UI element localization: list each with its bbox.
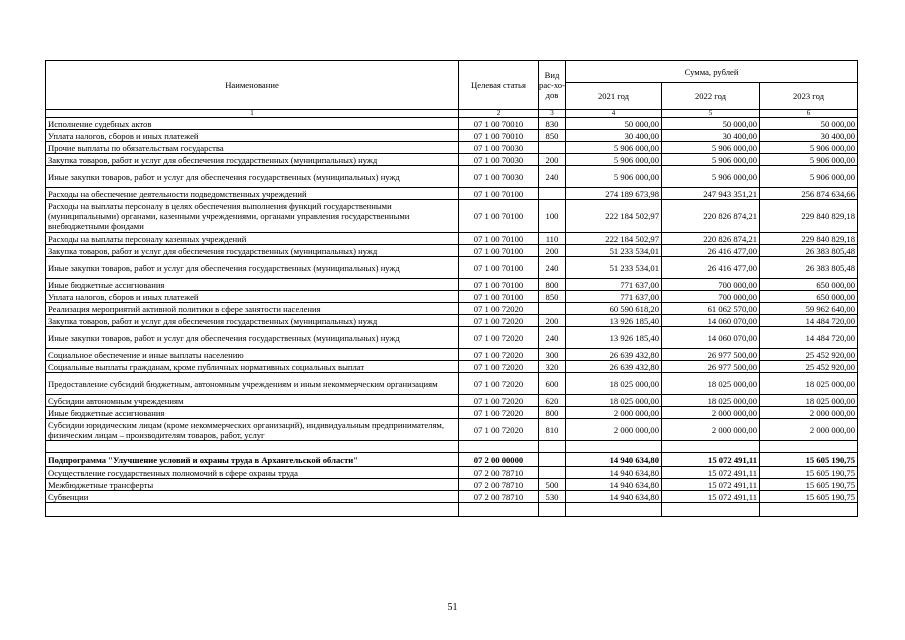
row-name: Исполнение судебных актов (46, 118, 459, 130)
row-expense-type: 200 (539, 154, 566, 166)
row-target-code: 07 1 00 70010 (459, 118, 539, 130)
row-target-code: 07 1 00 70030 (459, 154, 539, 166)
row-name: Закупка товаров, работ и услуг для обеспечения государственных (муниципальных) нужд (46, 315, 459, 327)
row-name (46, 441, 459, 453)
row-sum-2021: 26 639 432,80 (566, 361, 662, 373)
row-sum-2023: 14 484 720,00 (760, 327, 858, 349)
row-target-code: 07 1 00 72020 (459, 373, 539, 395)
row-sum-2022: 61 062 570,00 (662, 303, 760, 315)
row-expense-type: 240 (539, 257, 566, 279)
row-sum-2021: 14 940 634,80 (566, 467, 662, 479)
row-sum-2023: 25 452 920,00 (760, 349, 858, 361)
row-target-code: 07 1 00 72020 (459, 407, 539, 419)
column-index: 3 (539, 110, 566, 118)
row-sum-2023: 2 000 000,00 (760, 407, 858, 419)
header-sum: Сумма, рублей (566, 61, 858, 83)
header-2022: 2022 год (662, 83, 760, 110)
row-sum-2022: 2 000 000,00 (662, 419, 760, 441)
table-row (46, 349, 858, 361)
row-sum-2021: 771 637,00 (566, 291, 662, 303)
table-row (46, 407, 858, 419)
row-expense-type: 500 (539, 479, 566, 491)
row-sum-2022 (662, 503, 760, 517)
table-row (46, 467, 858, 479)
row-expense-type: 850 (539, 291, 566, 303)
row-target-code: 07 1 00 72020 (459, 361, 539, 373)
row-sum-2023: 50 000,00 (760, 118, 858, 130)
row-sum-2021: 5 906 000,00 (566, 142, 662, 154)
row-expense-type: 110 (539, 233, 566, 245)
row-sum-2022: 220 826 874,21 (662, 200, 760, 233)
header-2023: 2023 год (760, 83, 858, 110)
row-sum-2023: 15 605 190,75 (760, 453, 858, 467)
row-sum-2022: 5 906 000,00 (662, 142, 760, 154)
row-expense-type: 530 (539, 491, 566, 503)
row-sum-2023: 15 605 190,75 (760, 479, 858, 491)
row-expense-type (539, 503, 566, 517)
row-sum-2021 (566, 441, 662, 453)
row-sum-2023: 229 840 829,18 (760, 200, 858, 233)
row-target-code: 07 1 00 70100 (459, 200, 539, 233)
row-expense-type: 240 (539, 166, 566, 188)
row-sum-2023: 59 962 640,00 (760, 303, 858, 315)
row-name: Закупка товаров, работ и услуг для обеспечения государственных (муниципальных) нужд (46, 154, 459, 166)
table-row (46, 419, 858, 441)
header-target: Целевая статья (459, 61, 539, 110)
row-expense-type: 830 (539, 118, 566, 130)
row-name: Закупка товаров, работ и услуг для обеспечения государственных (муниципальных) нужд (46, 245, 459, 257)
row-sum-2022: 18 025 000,00 (662, 373, 760, 395)
row-target-code: 07 1 00 72020 (459, 315, 539, 327)
row-sum-2021: 2 000 000,00 (566, 407, 662, 419)
row-sum-2021: 13 926 185,40 (566, 327, 662, 349)
table-row (46, 315, 858, 327)
row-name: Социальные выплаты гражданам, кроме публичных нормативных социальных выплат (46, 361, 459, 373)
row-sum-2023 (760, 441, 858, 453)
row-name: Расходы на выплаты персоналу казенных учреждений (46, 233, 459, 245)
row-expense-type (539, 453, 566, 467)
row-sum-2022: 15 072 491,11 (662, 467, 760, 479)
row-sum-2022: 2 000 000,00 (662, 407, 760, 419)
row-sum-2023: 14 484 720,00 (760, 315, 858, 327)
row-name: Предоставление субсидий бюджетным, автономным учреждениям и иным некоммерческим организациям (46, 373, 459, 395)
row-target-code: 07 1 00 70100 (459, 279, 539, 291)
table-row-empty (46, 441, 858, 453)
table-row (46, 373, 858, 395)
table-body (46, 110, 858, 517)
table-row-empty (46, 503, 858, 517)
table-row (46, 327, 858, 349)
table-row (46, 130, 858, 142)
row-sum-2022: 15 072 491,11 (662, 453, 760, 467)
row-name: Иные закупки товаров, работ и услуг для обеспечения государственных (муниципальных) нужд (46, 327, 459, 349)
column-index-row (46, 110, 858, 118)
row-target-code: 07 2 00 78710 (459, 467, 539, 479)
row-name: Иные бюджетные ассигнования (46, 407, 459, 419)
row-sum-2021: 222 184 502,97 (566, 233, 662, 245)
row-expense-type: 200 (539, 315, 566, 327)
row-sum-2022: 26 416 477,00 (662, 245, 760, 257)
row-name: Расходы на выплаты персоналу в целях обеспечения выполнения функций государственными (муниципальными) органами, казенными учреждениями, органами управления государственными внебюджетными фондами (46, 200, 459, 233)
row-name: Иные закупки товаров, работ и услуг для обеспечения государственных (муниципальных) нужд (46, 166, 459, 188)
row-expense-type: 800 (539, 407, 566, 419)
row-target-code: 07 2 00 78710 (459, 479, 539, 491)
row-name: Иные бюджетные ассигнования (46, 279, 459, 291)
row-sum-2022: 14 060 070,00 (662, 315, 760, 327)
row-sum-2021: 51 233 534,01 (566, 257, 662, 279)
row-sum-2022: 700 000,00 (662, 279, 760, 291)
row-sum-2023: 650 000,00 (760, 291, 858, 303)
row-name: Прочие выплаты по обязательствам государства (46, 142, 459, 154)
row-name: Субсидии юридическим лицам (кроме некоммерческих организаций), индивидуальным предпринимателям, физическим лицам – производителям товаров, работ, услуг (46, 419, 459, 441)
row-sum-2023: 229 840 829,18 (760, 233, 858, 245)
header-name: Наименование (46, 61, 459, 110)
row-sum-2022: 15 072 491,11 (662, 491, 760, 503)
table-row (46, 142, 858, 154)
table-header (46, 61, 858, 110)
row-name: Межбюджетные трансферты (46, 479, 459, 491)
row-target-code: 07 1 00 72020 (459, 349, 539, 361)
row-target-code: 07 1 00 70100 (459, 291, 539, 303)
row-sum-2021: 51 233 534,01 (566, 245, 662, 257)
row-name: Уплата налогов, сборов и иных платежей (46, 291, 459, 303)
row-sum-2021 (566, 503, 662, 517)
row-expense-type: 320 (539, 361, 566, 373)
row-sum-2021: 14 940 634,80 (566, 453, 662, 467)
row-sum-2023: 18 025 000,00 (760, 373, 858, 395)
page-number: 51 (447, 602, 458, 613)
row-target-code: 07 1 00 72020 (459, 395, 539, 407)
row-expense-type (539, 303, 566, 315)
row-target-code: 07 1 00 70010 (459, 130, 539, 142)
row-expense-type: 800 (539, 279, 566, 291)
row-sum-2022: 5 906 000,00 (662, 154, 760, 166)
row-sum-2021: 771 637,00 (566, 279, 662, 291)
row-sum-2023: 30 400,00 (760, 130, 858, 142)
row-sum-2022: 30 400,00 (662, 130, 760, 142)
column-index: 6 (760, 110, 858, 118)
row-sum-2021: 2 000 000,00 (566, 419, 662, 441)
row-sum-2021: 14 940 634,80 (566, 491, 662, 503)
row-name: Подпрограмма "Улучшение условий и охраны труда в Архангельской области" (46, 453, 459, 467)
row-sum-2021: 18 025 000,00 (566, 373, 662, 395)
table-row (46, 291, 858, 303)
row-target-code: 07 1 00 72020 (459, 303, 539, 315)
row-sum-2022: 18 025 000,00 (662, 395, 760, 407)
table-row (46, 279, 858, 291)
table-row (46, 188, 858, 200)
row-name: Социальное обеспечение и иные выплаты населению (46, 349, 459, 361)
row-target-code: 07 1 00 70100 (459, 245, 539, 257)
table-row (46, 245, 858, 257)
row-target-code: 07 1 00 72020 (459, 327, 539, 349)
table-row (46, 491, 858, 503)
row-expense-type: 200 (539, 245, 566, 257)
row-name: Расходы на обеспечение деятельности подведомственных учреждений (46, 188, 459, 200)
row-name: Реализация мероприятий активной политики в сфере занятости населения (46, 303, 459, 315)
row-expense-type: 850 (539, 130, 566, 142)
row-sum-2022: 14 060 070,00 (662, 327, 760, 349)
row-expense-type: 240 (539, 327, 566, 349)
header-2021: 2021 год (566, 83, 662, 110)
row-sum-2023: 650 000,00 (760, 279, 858, 291)
row-sum-2021: 274 189 673,98 (566, 188, 662, 200)
row-sum-2023: 26 383 805,48 (760, 245, 858, 257)
row-sum-2023: 18 025 000,00 (760, 395, 858, 407)
row-sum-2021: 60 590 618,20 (566, 303, 662, 315)
row-sum-2023: 15 605 190,75 (760, 467, 858, 479)
row-sum-2021: 5 906 000,00 (566, 154, 662, 166)
row-name: Субсидии автономным учреждениям (46, 395, 459, 407)
table-row (46, 395, 858, 407)
row-sum-2022: 26 977 500,00 (662, 349, 760, 361)
table-row (46, 154, 858, 166)
column-index: 4 (566, 110, 662, 118)
row-sum-2022 (662, 441, 760, 453)
budget-table (45, 60, 858, 517)
row-name: Уплата налогов, сборов и иных платежей (46, 130, 459, 142)
row-sum-2021: 26 639 432,80 (566, 349, 662, 361)
row-name: Осуществление государственных полномочий в сфере охраны труда (46, 467, 459, 479)
row-sum-2022: 700 000,00 (662, 291, 760, 303)
row-sum-2022: 247 943 351,21 (662, 188, 760, 200)
row-sum-2022: 26 977 500,00 (662, 361, 760, 373)
row-target-code: 07 1 00 72020 (459, 419, 539, 441)
table-row (46, 479, 858, 491)
row-sum-2023: 5 906 000,00 (760, 166, 858, 188)
row-name (46, 503, 459, 517)
row-sum-2021: 30 400,00 (566, 130, 662, 142)
row-sum-2023: 15 605 190,75 (760, 491, 858, 503)
row-name: Субвенции (46, 491, 459, 503)
row-sum-2023: 5 906 000,00 (760, 142, 858, 154)
column-index: 2 (459, 110, 539, 118)
row-sum-2021: 18 025 000,00 (566, 395, 662, 407)
table-row (46, 200, 858, 233)
column-index: 5 (662, 110, 760, 118)
row-expense-type (539, 188, 566, 200)
row-sum-2021: 14 940 634,80 (566, 479, 662, 491)
table-row (46, 118, 858, 130)
row-expense-type (539, 441, 566, 453)
row-sum-2022: 220 826 874,21 (662, 233, 760, 245)
row-sum-2021: 222 184 502,97 (566, 200, 662, 233)
table-row (46, 453, 858, 467)
row-target-code: 07 2 00 78710 (459, 491, 539, 503)
row-sum-2023: 2 000 000,00 (760, 419, 858, 441)
row-target-code: 07 1 00 70100 (459, 188, 539, 200)
row-target-code: 07 1 00 70030 (459, 166, 539, 188)
row-sum-2023 (760, 503, 858, 517)
row-sum-2022: 26 416 477,00 (662, 257, 760, 279)
row-expense-type: 100 (539, 200, 566, 233)
row-sum-2023: 256 874 634,66 (760, 188, 858, 200)
row-target-code: 07 1 00 70100 (459, 257, 539, 279)
header-vid: Вид рас-хо-дов (539, 61, 566, 110)
row-sum-2022: 5 906 000,00 (662, 166, 760, 188)
row-sum-2023: 5 906 000,00 (760, 154, 858, 166)
row-sum-2022: 50 000,00 (662, 118, 760, 130)
table-row (46, 361, 858, 373)
row-expense-type: 810 (539, 419, 566, 441)
row-target-code: 07 1 00 70030 (459, 142, 539, 154)
table-row (46, 166, 858, 188)
row-expense-type: 600 (539, 373, 566, 395)
row-target-code: 07 2 00 00000 (459, 453, 539, 467)
table-row (46, 303, 858, 315)
column-index: 1 (46, 110, 459, 118)
row-expense-type: 300 (539, 349, 566, 361)
table-row (46, 257, 858, 279)
row-sum-2022: 15 072 491,11 (662, 479, 760, 491)
table-row (46, 233, 858, 245)
row-sum-2021: 5 906 000,00 (566, 166, 662, 188)
row-sum-2023: 26 383 805,48 (760, 257, 858, 279)
row-target-code: 07 1 00 70100 (459, 233, 539, 245)
row-target-code (459, 503, 539, 517)
row-sum-2021: 13 926 185,40 (566, 315, 662, 327)
row-sum-2021: 50 000,00 (566, 118, 662, 130)
row-expense-type (539, 467, 566, 479)
row-sum-2023: 25 452 920,00 (760, 361, 858, 373)
row-expense-type: 620 (539, 395, 566, 407)
row-name: Иные закупки товаров, работ и услуг для обеспечения государственных (муниципальных) нужд (46, 257, 459, 279)
row-expense-type (539, 142, 566, 154)
row-target-code (459, 441, 539, 453)
